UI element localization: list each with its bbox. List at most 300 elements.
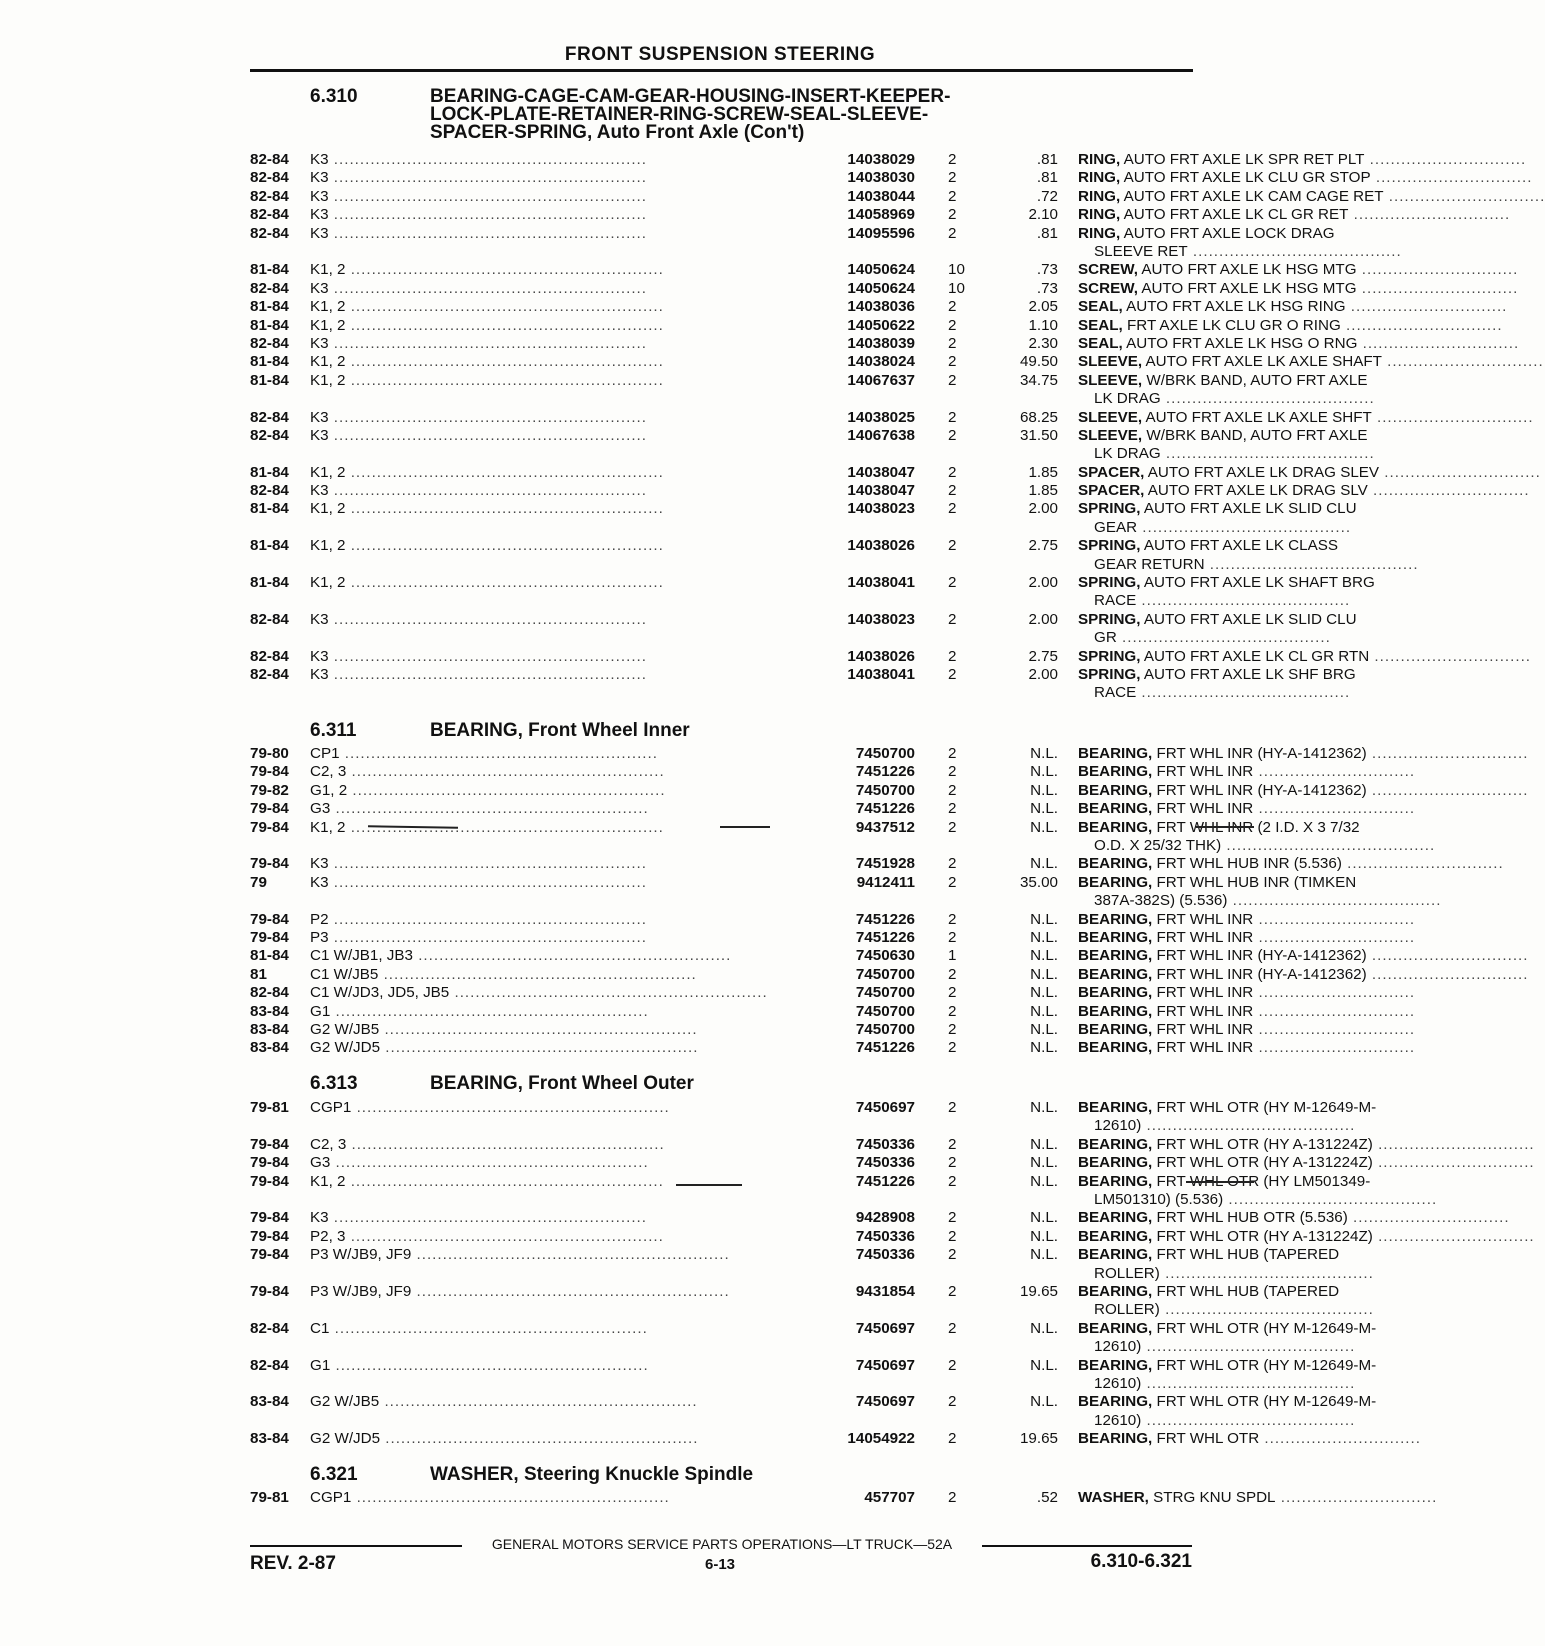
part-keyword: RING,	[1078, 224, 1121, 242]
part-description	[1078, 911, 1438, 929]
leader-dots: ............................................................	[328, 647, 647, 665]
parts-row	[250, 1172, 1438, 1210]
part-description-text: FRT WHL HUB (TAPERED	[1156, 1246, 1340, 1264]
model-application	[310, 745, 830, 763]
quantity: 10	[948, 279, 965, 297]
part-number: 7451226	[855, 763, 915, 781]
part-description-continued: 12610)	[1094, 1374, 1142, 1392]
part-number: 14038047	[847, 463, 915, 481]
section-number: 6.311	[310, 720, 357, 741]
part-description-text: FRT WHL INR (HY-A-1412362)	[1156, 947, 1367, 965]
part-description-continued: LM501310) (5.536)	[1094, 1190, 1224, 1208]
part-keyword: SPACER,	[1078, 463, 1145, 481]
model-code: C1 W/JB1, JB3	[310, 947, 413, 965]
leader-dots: ........................................	[1159, 1264, 1374, 1282]
part-description-text: FRT WHL INR	[1156, 763, 1254, 781]
part-description	[1078, 1039, 1438, 1057]
part-description-text: FRT WHL INR (2 I.D. X 3 7/32	[1156, 818, 1360, 836]
part-number: 7450700	[855, 984, 915, 1002]
model-application	[310, 353, 830, 371]
model-years: 79-81	[250, 1489, 289, 1506]
parts-list	[250, 745, 1529, 1058]
parts-row	[250, 1393, 1377, 1430]
part-description-text: AUTO FRT AXLE LK DRAG SLV	[1147, 482, 1368, 500]
model-application	[310, 1357, 830, 1375]
model-years: 82-84	[250, 187, 289, 205]
quantity: 2	[948, 1172, 957, 1190]
quantity: 2	[948, 1319, 957, 1337]
model-application	[310, 298, 830, 316]
part-number: 14038025	[847, 408, 915, 426]
model-application	[310, 947, 830, 965]
part-keyword: BEARING,	[1078, 1020, 1153, 1038]
part-description-text: FRT WHL OTR (HY A-131224Z)	[1156, 1227, 1373, 1245]
leader-dots: ............................................................	[328, 169, 647, 187]
quantity: 2	[948, 745, 957, 762]
leader-dots: ............................................................	[351, 1099, 670, 1116]
model-years: 83-84	[250, 1002, 289, 1020]
part-number: 7450700	[855, 745, 915, 762]
part-number: 14058969	[847, 206, 915, 224]
model-years: 82-84	[250, 151, 289, 168]
part-description	[1078, 873, 1442, 911]
model-code: K1, 2	[310, 371, 346, 389]
part-description-continued: LK DRAG	[1094, 445, 1161, 463]
quantity: 2	[948, 353, 957, 371]
part-description-text: AUTO FRT AXLE LK SHAFT BRG	[1143, 574, 1375, 592]
leader-dots: ..............................	[1259, 1430, 1421, 1448]
price: N.L.	[1030, 800, 1058, 818]
price: 2.00	[1028, 574, 1058, 592]
model-years: 82-84	[250, 279, 289, 297]
part-keyword: SLEEVE,	[1078, 408, 1143, 426]
part-number: 14038044	[847, 187, 915, 205]
price: N.L.	[1030, 855, 1058, 873]
part-description-text: FRT WHL INR	[1156, 928, 1254, 946]
part-description-text: FRT WHL INR	[1156, 1039, 1254, 1057]
footer-page-number: 6-13	[704, 1556, 736, 1573]
part-description	[1078, 279, 1519, 298]
leader-dots: ..............................	[1379, 463, 1541, 481]
part-keyword: BEARING,	[1078, 1430, 1153, 1448]
part-description	[1078, 1003, 1438, 1021]
part-description	[1078, 482, 1530, 500]
model-code: G1, 2	[310, 781, 348, 799]
leader-dots: ........................................	[1141, 1374, 1356, 1392]
leader-dots: ..............................	[1364, 151, 1527, 168]
part-description	[1078, 1246, 1438, 1283]
model-application	[310, 280, 830, 298]
parts-row	[250, 1489, 1438, 1507]
leader-dots: ............................................................	[328, 1209, 647, 1227]
model-code: G2 W/JB5	[310, 1393, 380, 1411]
model-application	[310, 1283, 830, 1301]
part-number: 9437512	[855, 818, 915, 836]
part-number: 14038047	[847, 482, 915, 500]
part-number: 7451928	[855, 855, 915, 873]
model-application	[310, 317, 830, 335]
model-code: K1, 2	[310, 261, 346, 279]
model-code: P3 W/JB9, JF9	[310, 1246, 412, 1264]
part-keyword: BEARING,	[1078, 1154, 1153, 1172]
model-code: K3	[310, 206, 329, 224]
section-title-line: BEARING-CAGE-CAM-GEAR-HOUSING-INSERT-KEEPER-	[430, 86, 951, 107]
model-years: 82-84	[250, 169, 289, 187]
parts-row	[250, 965, 1529, 984]
part-description-text: FRT WHL INR (HY-A-1412362)	[1156, 965, 1367, 983]
price: N.L.	[1030, 1002, 1058, 1020]
part-description-text: FRT WHL INR (HY-A-1412362)	[1156, 745, 1367, 762]
quantity: 2	[948, 1393, 957, 1411]
parts-row	[250, 1356, 1377, 1394]
part-description-text: FRT WHL OTR (HY M-12649-M-	[1156, 1319, 1377, 1337]
section-title	[430, 1466, 1150, 1484]
leader-dots: ............................................................	[330, 1356, 649, 1374]
part-keyword: BEARING,	[1078, 1099, 1153, 1116]
part-keyword: BEARING,	[1078, 1135, 1153, 1153]
parts-row	[250, 1430, 1421, 1448]
quantity: 2	[948, 1039, 957, 1057]
part-number: 7450336	[855, 1135, 915, 1153]
quantity: 2	[948, 1154, 957, 1172]
leader-dots: ............................................................	[328, 334, 647, 352]
part-description-text: FRT AXLE LK CLU GR O RING	[1126, 316, 1341, 334]
part-number: 14038026	[847, 647, 915, 665]
quantity: 2	[948, 537, 957, 555]
price: 34.75	[1019, 371, 1058, 389]
parts-row	[250, 298, 1508, 316]
parts-row	[250, 873, 1442, 911]
part-description-text: FRT WHL INR	[1156, 984, 1254, 1002]
model-years: 81-84	[250, 371, 289, 389]
model-years: 79-84	[250, 800, 289, 818]
price: .81	[1036, 151, 1058, 168]
price: 19.65	[1019, 1430, 1058, 1448]
part-number: 14054922	[847, 1430, 915, 1448]
parts-row	[250, 910, 1416, 929]
model-application	[310, 648, 830, 666]
part-keyword: BEARING,	[1078, 1039, 1153, 1057]
price: 19.65	[1019, 1282, 1058, 1300]
leader-dots: ............................................................	[351, 1489, 670, 1506]
leader-dots: ..............................	[1370, 169, 1533, 187]
leader-dots: ..............................	[1369, 647, 1532, 665]
part-description-continued: 12610)	[1094, 1338, 1142, 1356]
part-description-text: AUTO FRT AXLE LK CAM CAGE RET	[1123, 187, 1384, 205]
part-number: 14050624	[847, 261, 915, 279]
price: 2.30	[1028, 334, 1058, 352]
part-keyword: BEARING,	[1078, 1227, 1153, 1245]
leader-dots: ............................................................	[379, 1020, 698, 1038]
model-application	[310, 500, 830, 518]
part-description-continued: ROLLER)	[1094, 1264, 1160, 1282]
model-years: 81-84	[250, 261, 289, 279]
parts-row	[250, 1135, 1535, 1154]
quantity: 2	[948, 1282, 957, 1300]
price: N.L.	[1030, 1135, 1058, 1153]
leader-dots: ........................................	[1160, 390, 1375, 408]
part-description-text: FRT WHL INR	[1156, 910, 1254, 928]
part-description	[1078, 408, 1534, 427]
price: N.L.	[1030, 1172, 1058, 1190]
model-application	[310, 1489, 830, 1507]
leader-dots: ..............................	[1253, 800, 1416, 818]
price: N.L.	[1030, 910, 1058, 928]
part-keyword: SPRING,	[1078, 610, 1141, 628]
leader-dots: ........................................	[1136, 592, 1351, 610]
leader-dots: ............................................................	[345, 298, 664, 316]
model-application	[310, 1039, 830, 1057]
quantity: 2	[948, 574, 957, 592]
model-years: 82-84	[250, 1356, 289, 1374]
model-years: 79-84	[250, 1154, 289, 1172]
model-application	[310, 464, 830, 482]
model-years: 79-82	[250, 781, 289, 799]
model-application	[310, 984, 830, 1002]
part-description-text: AUTO FRT AXLE LK HSG O RNG	[1126, 334, 1358, 352]
parts-row	[250, 1246, 1374, 1283]
leader-dots: ..............................	[1371, 408, 1534, 426]
leader-dots: ............................................................	[330, 1002, 649, 1020]
model-code: C1 W/JB5	[310, 965, 379, 983]
model-code: K3	[310, 873, 329, 891]
quantity: 2	[948, 1002, 957, 1020]
model-code: G1	[310, 1356, 331, 1374]
quantity: 2	[948, 855, 957, 873]
part-description	[1078, 1320, 1438, 1357]
part-description-continued: ROLLER)	[1094, 1301, 1160, 1319]
leader-dots: ............................................................	[330, 800, 649, 818]
footer-revision: REV. 2-87	[250, 1553, 336, 1574]
part-keyword: BEARING,	[1078, 1002, 1153, 1020]
price: 31.50	[1019, 426, 1058, 444]
quantity: 2	[948, 873, 957, 891]
price: N.L.	[1030, 947, 1058, 965]
leader-dots: ........................................	[1223, 1190, 1438, 1208]
model-years: 81-84	[250, 947, 289, 965]
parts-row	[250, 1039, 1416, 1057]
quantity: 2	[948, 1099, 957, 1116]
part-keyword: BEARING,	[1078, 928, 1153, 946]
model-application	[310, 1228, 830, 1246]
parts-row	[250, 426, 1375, 464]
part-number: 7451226	[855, 1039, 915, 1057]
footer-rule-right	[982, 1545, 1192, 1547]
part-description	[1078, 1135, 1535, 1154]
model-application	[310, 1021, 830, 1039]
model-code: K1, 2	[310, 574, 346, 592]
leader-dots: ............................................................	[345, 500, 664, 518]
parts-row	[250, 334, 1520, 353]
parts-row	[250, 408, 1534, 427]
part-description	[1078, 151, 1527, 169]
part-keyword: BEARING,	[1078, 781, 1153, 799]
leader-dots: ..............................	[1357, 334, 1520, 352]
model-application	[310, 1393, 830, 1411]
model-years: 83-84	[250, 1393, 289, 1411]
leader-dots: ............................................................	[412, 947, 732, 965]
part-description-text: AUTO FRT AXLE LK SLID CLU	[1143, 610, 1357, 628]
parts-row	[250, 1227, 1535, 1246]
part-description-continued: O.D. X 25/32 THK)	[1094, 836, 1222, 854]
model-years: 79-84	[250, 1135, 289, 1153]
price: .72	[1036, 187, 1058, 205]
model-application	[310, 206, 830, 224]
part-keyword: SLEEVE,	[1078, 353, 1143, 371]
part-keyword: BEARING,	[1078, 947, 1153, 965]
leader-dots: ........................................	[1141, 1117, 1356, 1135]
leader-dots: ............................................................	[328, 482, 647, 500]
quantity: 2	[948, 800, 957, 818]
part-number: 14050624	[847, 279, 915, 297]
leader-dots: ..............................	[1347, 1209, 1510, 1227]
part-number: 14095596	[847, 224, 915, 242]
model-code: C2, 3	[310, 763, 347, 781]
model-code: K3	[310, 187, 329, 205]
part-keyword: RING,	[1078, 187, 1121, 205]
part-number: 7451226	[855, 800, 915, 818]
model-years: 82-84	[250, 482, 289, 500]
quantity: 2	[948, 482, 957, 500]
part-description-continued: RACE	[1094, 592, 1137, 610]
leader-dots: ........................................	[1141, 1338, 1356, 1356]
parts-row	[250, 947, 1529, 965]
model-years: 83-84	[250, 1430, 289, 1448]
quantity: 2	[948, 334, 957, 352]
part-description-text: AUTO FRT AXLE LK SHF BRG	[1143, 666, 1356, 684]
model-years: 82-84	[250, 1319, 289, 1337]
part-description	[1078, 1283, 1438, 1320]
section-title	[430, 1075, 1150, 1093]
model-application	[310, 1209, 830, 1227]
model-code: K3	[310, 334, 329, 352]
parts-list	[250, 1099, 1535, 1449]
model-code: CGP1	[310, 1489, 352, 1506]
part-description-continued: GR	[1094, 629, 1117, 647]
part-description-text: FRT WHL INR	[1156, 800, 1254, 818]
parts-row	[250, 482, 1530, 500]
parts-row	[250, 261, 1519, 279]
parts-row	[250, 666, 1356, 703]
model-code: K3	[310, 855, 329, 873]
parts-row	[250, 574, 1375, 611]
model-application	[310, 666, 830, 684]
pen-margin-mark	[1186, 1181, 1254, 1183]
quantity: 2	[948, 151, 957, 168]
part-description	[1078, 984, 1438, 1002]
model-years: 81	[250, 965, 267, 983]
part-keyword: SEAL,	[1078, 334, 1123, 352]
quantity: 2	[948, 169, 957, 187]
part-description	[1078, 353, 1544, 371]
quantity: 2	[948, 1246, 957, 1264]
leader-dots: ..............................	[1372, 1227, 1535, 1245]
part-number: 7450700	[855, 965, 915, 983]
model-code: CP1	[310, 745, 340, 762]
part-number: 14038024	[847, 353, 915, 371]
quantity: 2	[948, 371, 957, 389]
part-keyword: SCREW,	[1078, 279, 1138, 297]
leader-dots: ........................................	[1159, 1301, 1374, 1319]
part-description	[1078, 1154, 1535, 1172]
parts-row	[250, 463, 1541, 482]
leader-dots: ............................................................	[345, 261, 664, 279]
leader-dots: ............................................................	[345, 353, 664, 371]
model-code: G1	[310, 1002, 331, 1020]
model-application	[310, 335, 830, 353]
model-code: P2	[310, 910, 329, 928]
part-description-text: AUTO FRT AXLE LK HSG MTG	[1141, 279, 1357, 297]
part-description-text: AUTO FRT AXLE LK CLU GR STOP	[1123, 169, 1371, 187]
footer-rule-left	[250, 1545, 462, 1547]
model-application	[310, 1136, 830, 1154]
leader-dots: ..............................	[1356, 279, 1519, 297]
part-description	[1078, 647, 1532, 666]
model-application	[310, 800, 830, 818]
part-number: 7450700	[855, 781, 915, 799]
parts-row	[250, 781, 1529, 800]
parts-row	[250, 1154, 1535, 1172]
part-number: 14038039	[847, 334, 915, 352]
quantity: 2	[948, 206, 957, 224]
model-code: P2, 3	[310, 1227, 346, 1245]
model-years: 81-84	[250, 463, 289, 481]
model-code: G2 W/JD5	[310, 1039, 381, 1057]
part-keyword: SCREW,	[1078, 261, 1138, 279]
part-description-text: AUTO FRT AXLE LK HSG MTG	[1141, 261, 1357, 279]
leader-dots: ............................................................	[328, 206, 647, 224]
model-code: K3	[310, 426, 329, 444]
model-application	[310, 929, 830, 947]
leader-dots: ..............................	[1367, 482, 1530, 500]
quantity: 2	[948, 910, 957, 928]
parts-list	[250, 1489, 1438, 1507]
leader-dots: ..............................	[1345, 298, 1508, 316]
leader-dots: ............................................................	[345, 1227, 664, 1245]
part-description-text: FRT WHL HUB INR (5.536)	[1156, 855, 1342, 873]
part-number: 7450697	[855, 1319, 915, 1337]
part-description-continued: 12610)	[1094, 1411, 1142, 1429]
price: 2.10	[1028, 206, 1058, 224]
leader-dots: ............................................................	[329, 1319, 648, 1337]
part-number: 9431854	[855, 1282, 915, 1300]
model-application	[310, 409, 830, 427]
leader-dots: ..............................	[1372, 1135, 1535, 1153]
quantity: 2	[948, 1430, 957, 1448]
leader-dots: ............................................................	[411, 1282, 730, 1300]
part-keyword: BEARING,	[1078, 1209, 1153, 1227]
model-code: K1, 2	[310, 818, 346, 836]
part-number: 14038029	[847, 151, 915, 168]
part-description-text: FRT WHL OTR (HY M-12649-M-	[1156, 1099, 1377, 1116]
part-description-text: AUTO FRT AXLE LK SPR RET PLT	[1123, 151, 1365, 168]
price: N.L.	[1030, 1319, 1058, 1337]
part-description	[1078, 947, 1529, 965]
parts-row	[250, 1319, 1377, 1357]
part-description	[1078, 800, 1438, 818]
model-application	[310, 372, 830, 390]
model-years: 79-80	[250, 745, 289, 762]
model-years: 82-84	[250, 984, 289, 1002]
model-application	[310, 1320, 830, 1338]
model-application	[310, 169, 830, 187]
part-description-text: AUTO FRT AXLE LOCK DRAG	[1123, 224, 1335, 242]
model-application	[310, 911, 830, 929]
model-application	[310, 1173, 830, 1191]
part-number: 7451226	[855, 910, 915, 928]
leader-dots: ............................................................	[346, 1135, 665, 1153]
quantity: 2	[948, 763, 957, 781]
